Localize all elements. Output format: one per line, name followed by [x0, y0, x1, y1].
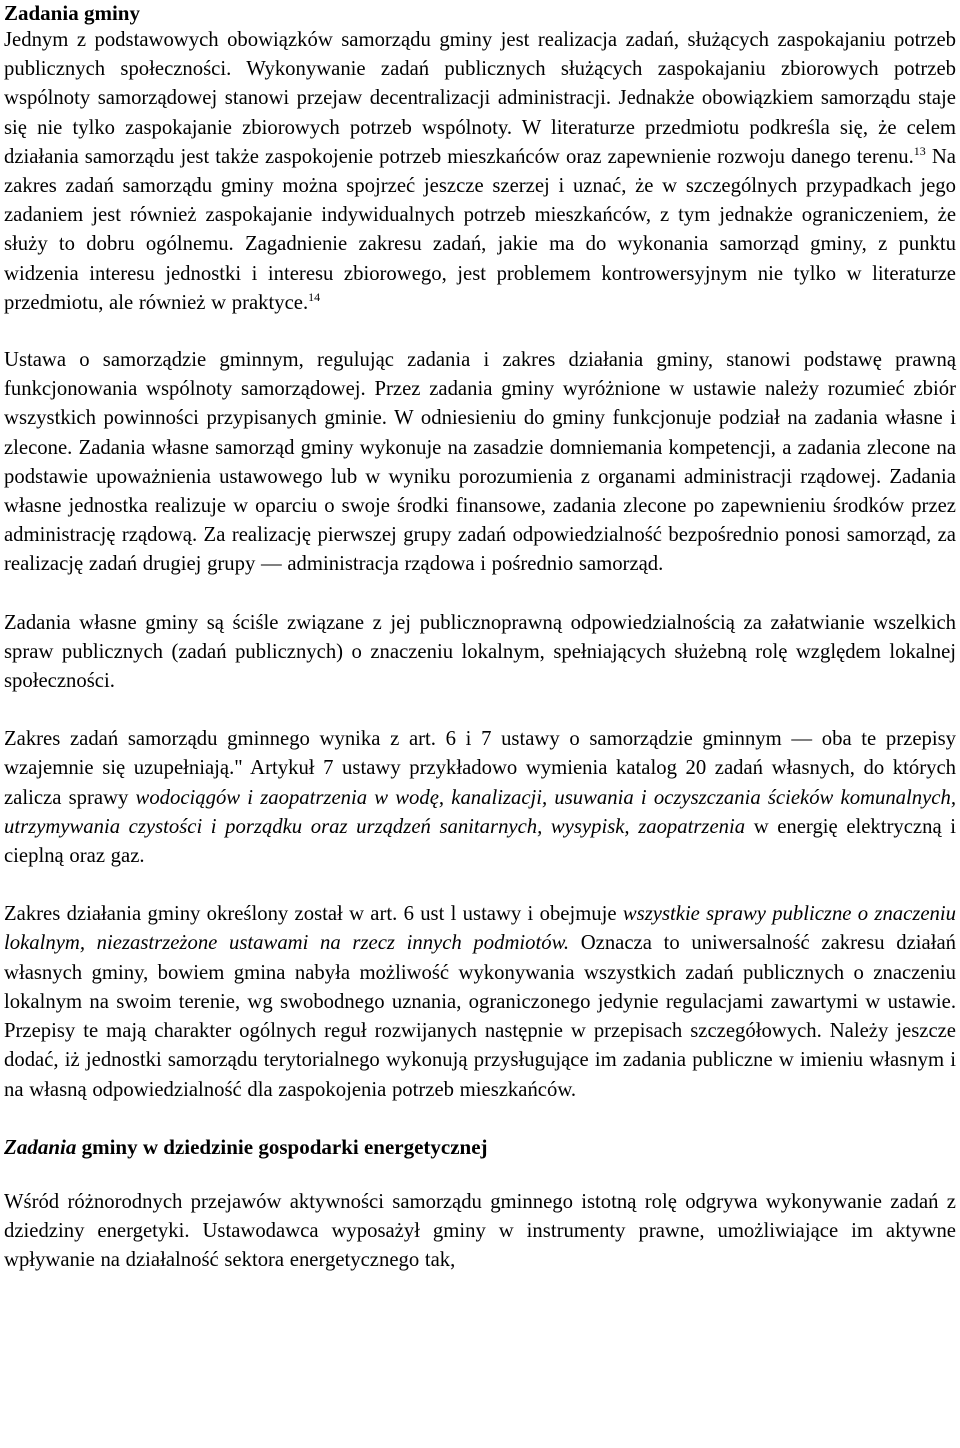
paragraph-zakres-zadan	[4, 725, 956, 871]
paragraph-zakres-dzialania-text-b: Oznacza to uniwersalność zakresu działań własnych gminy, bowiem gmina nabyła możliwość wykonywania wszystkich zadań publicznych o znaczeniu lokalnym na swoim terenie, wg swobodnego uznania, ograniczonego jedynie regulacjami zawartymi w ustawie. Przepisy te mają charakter ogólnych reguł rozwijanych następnie w przepisach szczegółowych. Należy jeszcze dodać, iż jednostki samorządu terytorialnego wykonują przysługujące im zadania publiczne w imieniu własnym i na własną odpowiedzialność dla zaspokojenia potrzeb mieszkańców.	[4, 932, 956, 1101]
footnote-marker-13[interactable]: 13	[913, 143, 926, 158]
paragraph-zakres-zadan-italic: wodociągów i zaopatrzenia w wodę, kanalizacji, usuwania i oczyszczania ścieków komunalnych, utrzymywania czystości i porządku oraz urządzeń sanitarnych, wysypisk, zaopatrzenia	[4, 786, 956, 838]
footnote-marker-14[interactable]: 14	[308, 289, 321, 304]
section-heading-energetyka-rest: gminy w dziedzinie gospodarki energetycznej	[76, 1134, 488, 1159]
paragraph-zakres-dzialania-text-a: Zakres działania gminy określony został w art. 6 ust l ustawy i obejmuje	[4, 903, 623, 926]
paragraph-energetyka: Wśród różnorodnych przejawów aktywności samorządu gminnego istotną rolę odgrywa wykonywanie zadań z dziedziny energetyki. Ustawodawca wyposażył gminy w instrumenty prawne, umożliwiające im aktywne wpływanie na działalność sektora energetycznego tak,	[4, 1190, 956, 1272]
paragraph-zadania-wlasne: Zadania własne gminy są ściśle związane z jej publicznoprawną odpowiedzialnością za załatwianie wszelkich spraw publicznych (zadań publicznych) o znaczeniu lokalnym, spełniających służebną rolę względem lokalnej społeczności.	[4, 611, 956, 693]
paragraph-zakres-zadan-text-b: w energię elektryczną i cieplną oraz gaz.	[4, 815, 956, 868]
section-heading-energetyka-italic: Zadania	[4, 1134, 77, 1159]
paragraph-intro-text-a: Jednym z podstawowych obowiązków samorządu gminy jest realizacja zadań, służących zaspokajaniu potrzeb publicznych społeczności. Wykonywanie zadań publicznych służących zaspokajaniu zbiorowych potrzeb wspólnoty samorządowej stanowi przejaw decentralizacji administracji. Jednakże obowiązkiem samorządu staje się nie tylko zaspokajanie zbiorowych potrzeb wspólnoty. W literaturze przedmiotu podkreśla się, że celem działania samorządu jest także zaspokojenie potrzeb mieszkańców oraz zapewnienie rozwoju danego terenu.	[4, 29, 956, 168]
paragraph-zakres-dzialania-italic: wszystkie sprawy publiczne o znaczeniu lokalnym, niezastrzeżone ustawami na rzecz innych podmiotów.	[4, 903, 956, 955]
paragraph-zakres-dzialania	[4, 900, 956, 1104]
paragraph-intro	[4, 26, 956, 318]
section-heading-energetyka	[4, 1134, 956, 1160]
paragraph-ustawa: Ustawa o samorządzie gminnym, regulując zadania i zakres działania gminy, stanowi podstawę prawną funkcjonowania wspólnoty samorządowej. Przez zadania gminy wyróżnione w ustawie należy rozumieć zbiór wszystkich powinności przypisanych gminie. W odniesieniu do gminy funkcjonuje podział na zadania własne i zlecone. Zadania własne samorząd gminy wykonuje na zasadzie domniemania kompetencji, a zadania zlecone na podstawie upoważnienia ustawowego lub w wyniku porozumienia z organami administracji rządowej. Zadania własne jednostka realizuje w oparciu o swoje środki finansowe, zadania zlecone po zapewnieniu środków przez administrację rządową. Za realizację pierwszej grupy zadań odpowiedzialność bezpośrednio ponosi samorząd, za realizację zadań drugiej grupy — administracja rządowa i pośrednio samorząd.	[4, 349, 956, 576]
paragraph-intro-text-b: Na zakres zadań samorządu gminy można spojrzeć jeszcze szerzej i uznać, że w szczególnych przypadkach jego zadaniem jest również zaspokajanie indywidualnych potrzeb mieszkańców, z tym jednakże ograniczeniem, że służy to dobru ogólnemu. Zagadnienie zakresu zadań, jakie ma do wykonania samorząd gminy, z punktu widzenia interesu jednostki i interesu zbiorowego, jest problemem kontrowersyjnym nie tylko w literaturze przedmiotu, ale również w praktyce.	[4, 145, 956, 314]
section-heading-zadania-gminy: Zadania gminy	[4, 1, 140, 25]
paragraph-zakres-zadan-text-a: Zakres zadań samorządu gminnego wynika z art. 6 i 7 ustawy o samorządzie gminnym — oba te przepisy wzajemnie się uzupełniają." Artykuł 7 ustawy przykładowo wymienia katalog 20 zadań własnych, do których zalicza sprawy	[4, 728, 956, 809]
